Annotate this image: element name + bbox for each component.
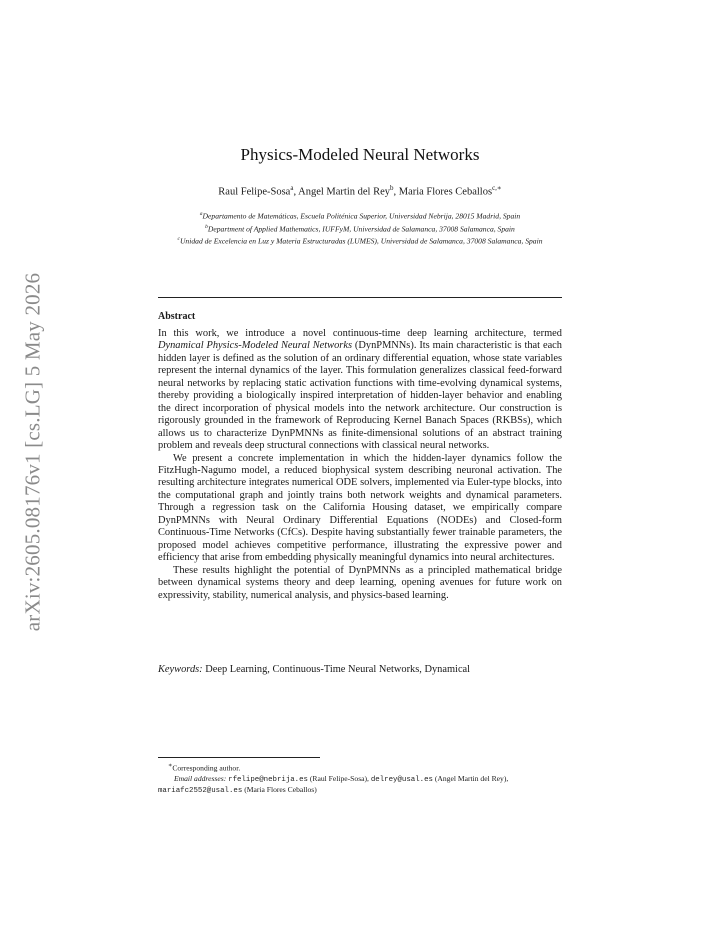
abstract-body	[158, 328, 562, 602]
email-link[interactable]: delrey@usal.es	[370, 775, 433, 784]
email-label: Email addresses:	[174, 773, 227, 783]
abstract-text: (DynPMNNs). Its main characteristic is that each hidden layer is defined as the solution of an ordinary differential equation, whose state variables represent the internal dynamics of the layer. This formulation generalizes classical feed-forward neural networks by replacing static activation functions with time-evolving dynamical systems, thereby providing a biologically inspired interpretation of hidden-layer behavior and enabling the direct incorporation of physical models into the network architecture. Our construction is rigorously grounded in the framework of Reproducing Kernel Banach Spaces (RKBSs), which allows us to characterize DynPMNNs as finite-dimensional solutions of an abstract training problem and reveals deep structural connections with classical neural networks.	[158, 340, 562, 452]
corresponding-author-note	[158, 761, 562, 774]
author-name: Angel Martin del Rey	[298, 186, 390, 198]
author-affiliation-marker: c,∗	[492, 184, 502, 192]
affiliation-text: Departamento de Matemáticas, Escuela Politénica Superior, Universidad Nebrija, 28015 Madrid, Spain	[202, 211, 521, 221]
abstract-paragraph: We present a concrete implementation in which the hidden-layer dynamics follow the FitzHugh-Nagumo model, a reduced biophysical system describing neuronal activation. The resulting architecture integrates numerical ODE solvers, implemented via Euler-type blocks, into the computational graph and jointly trains both network weights and dynamical parameters. Through a regression task on the California Housing dataset, we empirically compare DynPMNNs with Neural Ordinary Differential Equations (NODEs) and Closed-form Continuous-Time Networks (CfCs). Despite having substantially fewer trainable parameters, the proposed model achieves competitive performance, illustrating the expressive power and efficiency that arise from embedding physically meaningful dynamics into neural architectures.	[158, 452, 562, 564]
email-link[interactable]: mariafc2552@usal.es	[158, 786, 243, 795]
author-name: Maria Flores Ceballos	[398, 186, 493, 198]
footnote-marker: ∗	[168, 762, 173, 769]
affiliation-line	[150, 234, 570, 247]
abstract-paragraph: These results highlight the potential of DynPMNNs as a principled mathematical bridge between dynamical systems theory and deep learning, opening avenues for future work on expressivity, stability, numerical analysis, and physics-based learning.	[158, 564, 562, 601]
abstract-top-rule	[158, 297, 562, 298]
email-owner: (Raul Felipe-Sosa),	[309, 773, 369, 783]
keywords-text: Deep Learning, Continuous-Time Neural Networks, Dynamical	[205, 664, 471, 675]
email-link[interactable]: rfelipe@nebrija.es	[228, 775, 308, 784]
email-addresses	[158, 774, 562, 796]
affiliation-list	[150, 209, 570, 247]
author-affiliation-marker: b	[389, 184, 394, 192]
corresponding-author-text: Corresponding author.	[172, 763, 241, 773]
affiliation-marker: a	[199, 211, 203, 217]
abstract-paragraph	[158, 328, 562, 453]
affiliation-text: Department of Applied Mathematics, IUFFyM, Universidad de Salamanca, 37008 Salamanca, Spain	[207, 224, 515, 234]
keywords-line	[158, 664, 562, 675]
keywords-label: Keywords:	[158, 664, 203, 675]
email-owner: (Angel Martin del Rey),	[434, 773, 509, 783]
email-owner: (Maria Flores Ceballos)	[244, 784, 317, 794]
affiliation-text: Unidad de Excelencia en Luz y Materia Estructuradas (LUMES), Universidad de Salamanca, 37008 Salamanca, Spain	[179, 236, 543, 246]
affiliation-marker: c	[177, 236, 180, 243]
author-list: Raul Felipe-Sosa$^a$, Angel Martin del Rey$^b$, Maria Flores Ceballos$^{c,∗}$	[218, 184, 502, 198]
affiliation-line	[150, 209, 570, 222]
abstract-text: In this work, we introduce a novel continuous-time deep learning architecture, termed	[158, 328, 562, 339]
footnotes	[158, 761, 562, 796]
abstract-heading: Abstract	[158, 311, 196, 322]
abstract-emphasis: Dynamical Physics-Modeled Neural Networks	[158, 340, 353, 352]
paper-title: Physics-Modeled Neural Networks	[240, 145, 480, 164]
arxiv-identifier-text: arXiv:2605.08176v1 [cs.LG] 5 May 2026	[20, 272, 45, 632]
author-name: Raul Felipe-Sosa	[218, 186, 291, 198]
affiliation-line	[150, 222, 570, 235]
author-affiliation-marker: a	[290, 184, 294, 192]
affiliation-marker: b	[205, 223, 208, 230]
footnote-rule	[158, 757, 320, 758]
arxiv-identifier-stamp	[18, 262, 48, 642]
